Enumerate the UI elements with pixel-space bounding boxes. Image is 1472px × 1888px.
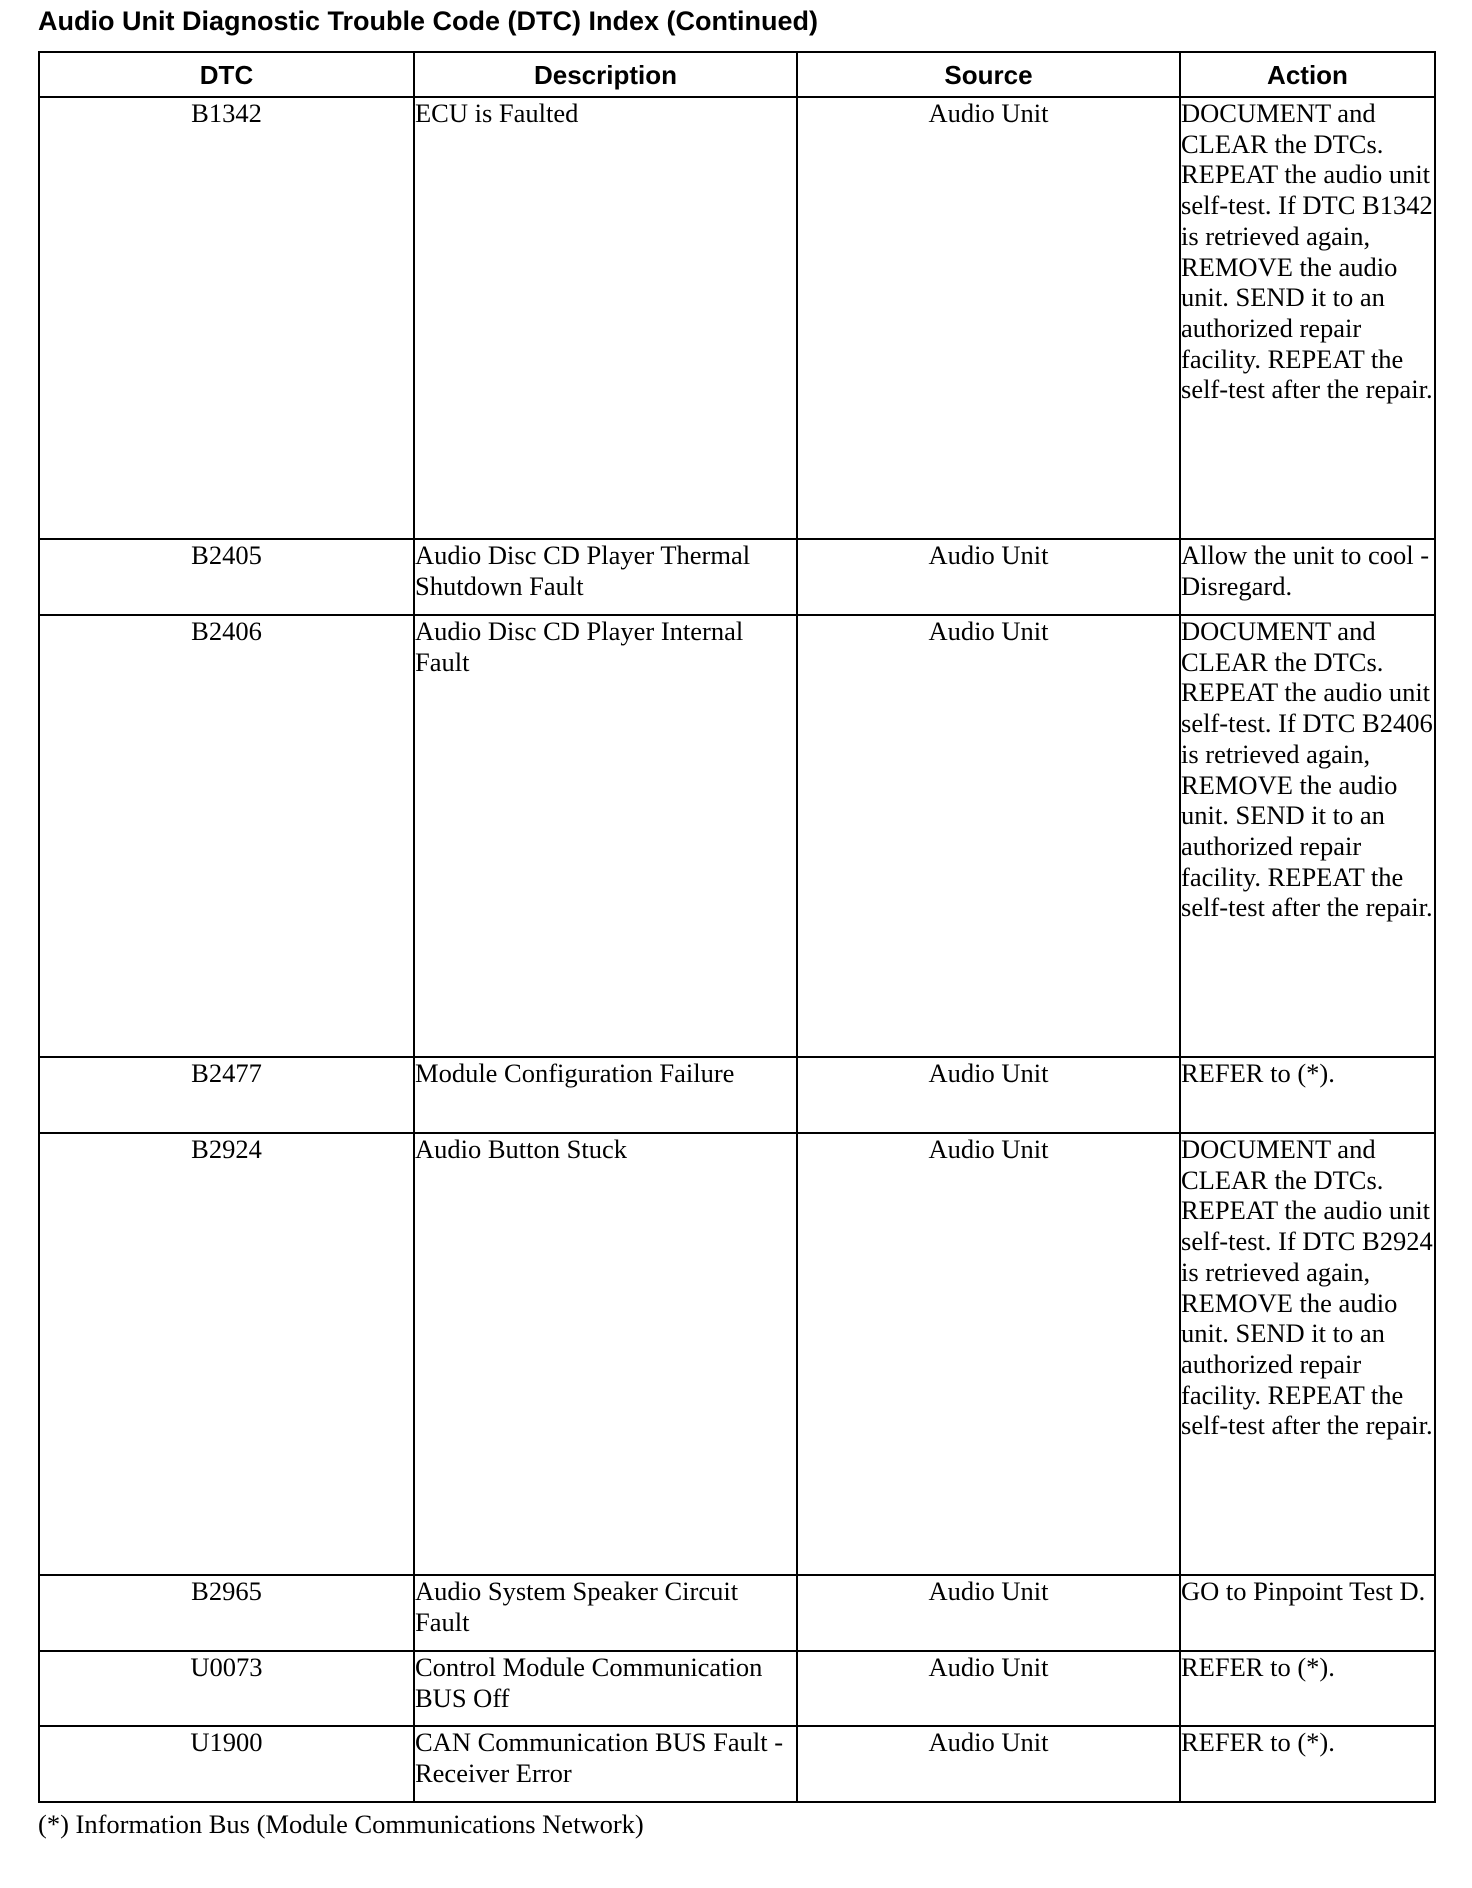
cell-dtc: U1900 — [39, 1726, 414, 1802]
cell-source: Audio Unit — [797, 1575, 1180, 1651]
cell-dtc: U0073 — [39, 1651, 414, 1726]
table-row — [39, 615, 1435, 1057]
cell-description: CAN Communication BUS Fault - Receiver Error — [414, 1726, 797, 1802]
footnote: (*) Information Bus (Module Communications Network) — [38, 1809, 644, 1839]
cell-dtc: B2965 — [39, 1575, 414, 1651]
table-row — [39, 1651, 1435, 1726]
table-row — [39, 539, 1435, 615]
cell-source: Audio Unit — [797, 539, 1180, 615]
cell-source: Audio Unit — [797, 615, 1180, 1057]
cell-action: DOCUMENT and CLEAR the DTCs. REPEAT the audio unit self-test. If DTC B2406 is retrieved again, REMOVE the audio unit. SEND it to an authorized repair facility. REPEAT the self-test after the repair. — [1180, 615, 1435, 1057]
column-header-dtc: DTC — [39, 52, 414, 97]
cell-source: Audio Unit — [797, 1133, 1180, 1575]
cell-action: REFER to (*). — [1180, 1057, 1435, 1133]
cell-dtc: B2477 — [39, 1057, 414, 1133]
column-header-description: Description — [414, 52, 797, 97]
cell-dtc: B1342 — [39, 97, 414, 539]
column-header-action: Action — [1180, 52, 1435, 97]
cell-description: Audio Disc CD Player Thermal Shutdown Fault — [414, 539, 797, 615]
cell-description: ECU is Faulted — [414, 97, 797, 539]
table-header-row — [39, 52, 1435, 97]
cell-source: Audio Unit — [797, 1651, 1180, 1726]
page-title: Audio Unit Diagnostic Trouble Code (DTC) Index (Continued) — [38, 6, 818, 36]
cell-description: Module Configuration Failure — [414, 1057, 797, 1133]
cell-description: Audio Disc CD Player Internal Fault — [414, 615, 797, 1057]
cell-description: Control Module Communication BUS Off — [414, 1651, 797, 1726]
cell-action: REFER to (*). — [1180, 1651, 1435, 1726]
cell-source: Audio Unit — [797, 1726, 1180, 1802]
cell-action: Allow the unit to cool - Disregard. — [1180, 539, 1435, 615]
table-row — [39, 1726, 1435, 1802]
cell-action: DOCUMENT and CLEAR the DTCs. REPEAT the audio unit self-test. If DTC B1342 is retrieved again, REMOVE the audio unit. SEND it to an authorized repair facility. REPEAT the self-test after the repair. — [1180, 97, 1435, 539]
table-row — [39, 97, 1435, 539]
cell-source: Audio Unit — [797, 97, 1180, 539]
cell-action: GO to Pinpoint Test D. — [1180, 1575, 1435, 1651]
table-row — [39, 1575, 1435, 1651]
table-row — [39, 1133, 1435, 1575]
cell-dtc: B2405 — [39, 539, 414, 615]
table-row — [39, 1057, 1435, 1133]
column-header-source: Source — [797, 52, 1180, 97]
cell-dtc: B2406 — [39, 615, 414, 1057]
cell-dtc: B2924 — [39, 1133, 414, 1575]
cell-action: DOCUMENT and CLEAR the DTCs. REPEAT the audio unit self-test. If DTC B2924 is retrieved again, REMOVE the audio unit. SEND it to an authorized repair facility. REPEAT the self-test after the repair. — [1180, 1133, 1435, 1575]
cell-source: Audio Unit — [797, 1057, 1180, 1133]
cell-action: REFER to (*). — [1180, 1726, 1435, 1802]
dtc-index-table — [38, 51, 1436, 1803]
cell-description: Audio Button Stuck — [414, 1133, 797, 1575]
cell-description: Audio System Speaker Circuit Fault — [414, 1575, 797, 1651]
